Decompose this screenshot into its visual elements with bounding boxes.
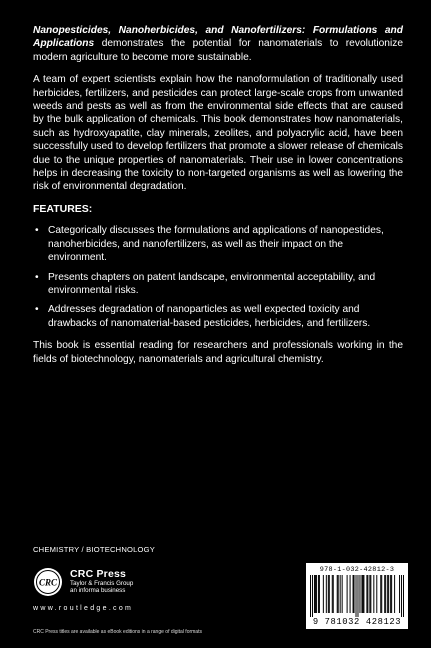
features-heading: FEATURES: [33, 202, 93, 215]
barcode-bar [361, 575, 362, 613]
bullet-icon: • [35, 225, 39, 237]
barcode-bar [312, 575, 313, 617]
bullet-icon: • [35, 271, 39, 283]
barcode-bar [338, 575, 339, 613]
barcode-bar [370, 575, 371, 613]
barcode-bars [310, 575, 404, 617]
barcode-bar [363, 575, 364, 613]
barcode-bar [381, 575, 382, 613]
feature-text: Presents chapters on patent landscape, environmental acceptability, and environmental risks. [48, 271, 376, 296]
publisher-group: Taylor & Francis Group [70, 580, 134, 587]
barcode-bar [354, 575, 355, 613]
barcode-bar [388, 575, 389, 613]
barcode-bar [366, 575, 367, 613]
feature-text: Addresses degradation of nanoparticles as well expected toxicity and drawbacks of nanomaterial-based pesticides, herbicides, and fertilizers. [48, 304, 371, 329]
barcode-bar [318, 575, 319, 613]
isbn-label: 978-1-032-42812-3 [319, 566, 395, 574]
barcode-bar [380, 575, 381, 613]
publisher-name: CRC Press [70, 568, 127, 580]
ebook-footnote: CRC Press titles are available as eBook editions in a range of digital formats [33, 629, 202, 635]
barcode-bar [373, 575, 374, 613]
barcode-bar [369, 575, 370, 613]
barcode-bar [387, 575, 388, 613]
features-list [33, 224, 403, 330]
barcode-bar [353, 575, 354, 613]
barcode-bar [376, 575, 377, 613]
barcode-bar [359, 575, 360, 613]
book-title-lead: Nanopesticides, Nanoherbicides, and Nanofertilizers: Formulations and Applications [33, 25, 403, 50]
barcode-bar [394, 575, 395, 613]
blurb [33, 24, 403, 375]
closing-paragraph: This book is essential reading for researchers and professionals working in the fields of biotechnology, nanomaterials and agricultural chemistry. [33, 340, 403, 365]
intro-rest: demonstrates the potential for nanomaterials to revolutionize modern agriculture to become more sustainable. [33, 38, 403, 63]
barcode-bar [384, 575, 385, 613]
barcode-bar [326, 575, 327, 613]
barcode-bar [342, 575, 343, 613]
barcode-bar [391, 575, 392, 613]
crc-logo-icon [33, 567, 63, 597]
publisher-website: www.routledge.com [33, 605, 134, 612]
barcode-bar [357, 575, 358, 617]
barcode-bar [316, 575, 317, 613]
barcode-bar [390, 575, 391, 613]
feature-item [33, 303, 403, 330]
barcode-bar [347, 575, 348, 613]
publisher-business: an informa business [70, 587, 126, 594]
barcode-bar [314, 575, 315, 613]
barcode-bar [362, 575, 363, 613]
barcode-bar [340, 575, 341, 613]
barcode-bar [328, 575, 329, 613]
barcode-bar [385, 575, 386, 613]
intro-paragraph [33, 24, 403, 64]
barcode-bar [315, 575, 316, 613]
barcode-bar [332, 575, 333, 613]
barcode-bar [350, 575, 351, 613]
feature-item [33, 224, 403, 264]
bullet-icon: • [35, 304, 39, 316]
barcode-bar [337, 575, 338, 613]
barcode-bar [356, 575, 357, 617]
feature-item [33, 271, 403, 298]
barcode-bar [319, 575, 320, 613]
barcode-bar [403, 575, 404, 617]
barcode-bar [310, 575, 311, 617]
barcode-bar [399, 575, 400, 613]
barcode-bar [329, 575, 330, 613]
barcode-bar [333, 575, 334, 613]
isbn-barcode [306, 563, 408, 629]
barcode-bar [323, 575, 324, 613]
subject-category: CHEMISTRY / BIOTECHNOLOGY [33, 545, 156, 554]
isbn-digits: 9 781032 428123 [312, 617, 402, 627]
description-paragraph: A team of expert scientists explain how the nanoformulation of traditionally used herbicides, fertilizers, and pesticides can protect large-scale crops from unwanted weeds and pests as well as from the environmental side effects that are caused by the bulk application of chemicals. This book demonstrates how nanomaterials, such as hydroxyapatite, clay minerals, zeolites, and polyacrylic acid, have been successfully used to develop fertilizers that promote a slower release of chemicals due to the unique properties of nanomaterials. Their use in lower concentrations helps in decreasing the toxicity to non-targeted organisms as well as lowering the risk of environmental degradation. [33, 74, 403, 193]
feature-text: Categorically discusses the formulations and applications of nanopestides, nanoherbicides, and nanofertilizers, as well as their impact on the environment. [48, 225, 384, 264]
barcode-bar [401, 575, 402, 617]
logo-text: CRC [38, 577, 58, 588]
barcode-bar [367, 575, 368, 613]
